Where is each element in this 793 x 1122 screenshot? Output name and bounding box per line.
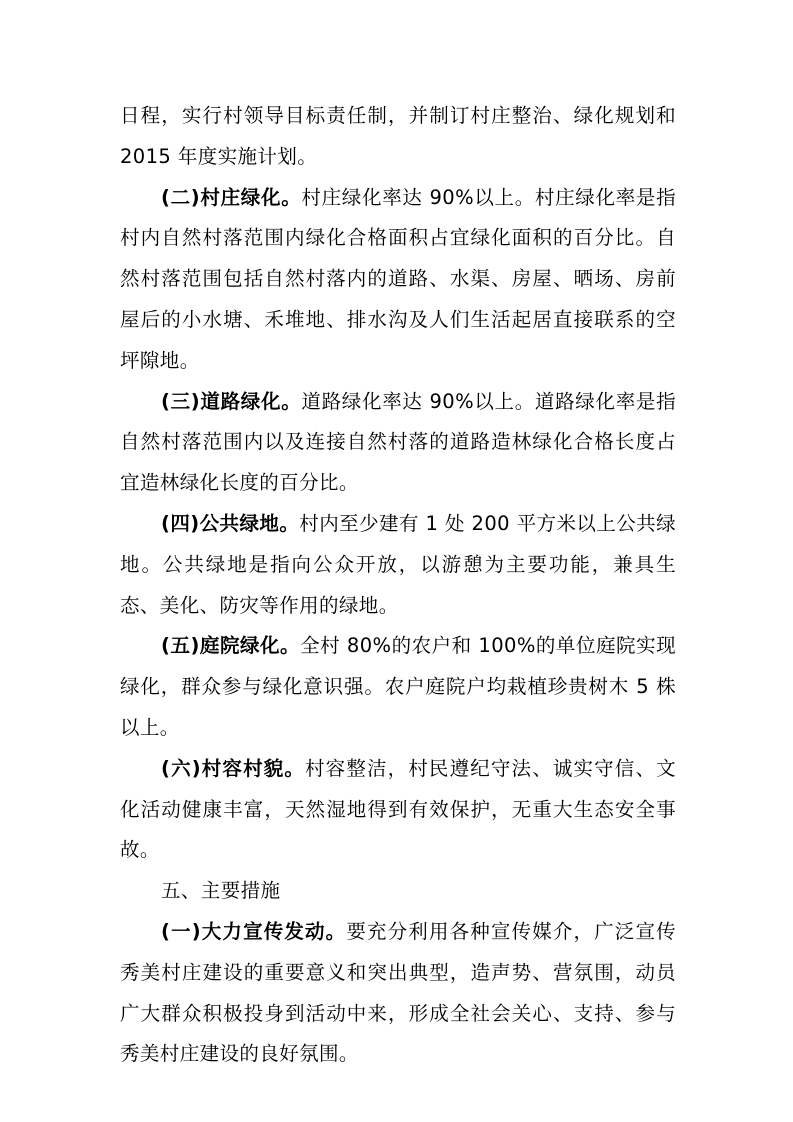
- paragraph-text: 村容整洁，村民遵纪守法、诚实守信、文化活动健康丰富，天然湿地得到有效保护，无重大生态安全事故。: [120, 756, 676, 862]
- paragraph-heading: (五)庭院绿化。: [161, 634, 301, 658]
- section-heading-main-measures: [120, 871, 676, 912]
- paragraph-heading: (四)公共绿地。: [161, 511, 300, 535]
- paragraph-publicity: [120, 912, 676, 1075]
- paragraph-text: 村内至少建有 1 处 200 平方米以上公共绿地。公共绿地是指向公众开放，以游憩为主要功能，兼具生态、美化、防灾等作用的绿地。: [120, 511, 677, 617]
- paragraph-text: 村庄绿化率达 90%以上。村庄绿化率是指村内自然村落范围内绿化合格面积占宜绿化面积的百分比。自然村落范围包括自然村落内的道路、水渠、房屋、晒场、房前屋后的小水塘、禾堆地、排水沟及人们生活起居直接联系的空坪隙地。: [120, 185, 676, 372]
- paragraph-continuation: [120, 96, 676, 178]
- body-text: [120, 96, 676, 1075]
- section-heading-text: 五、主要措施: [161, 879, 281, 903]
- paragraph-public-green-space: [120, 504, 676, 626]
- paragraph-text: 全村 80%的农户和 100%的单位庭院实现绿化，群众参与绿化意识强。农户庭院户均栽植珍贵树木 5 株以上。: [120, 634, 676, 739]
- paragraph-text: 要充分利用各种宣传媒介，广泛宣传秀美村庄建设的重要意义和突出典型，造声势、营氛围，动员广大群众积极投身到活动中来，形成全社会关心、支持、参与秀美村庄建设的良好氛围。: [120, 919, 677, 1066]
- paragraph-heading: (三)道路绿化。: [161, 389, 302, 413]
- paragraph-village-greening: [120, 178, 676, 382]
- paragraph-text: 日程，实行村领导目标责任制，并制订村庄整治、绿化规划和 2015 年度实施计划。: [120, 104, 676, 168]
- paragraph-courtyard-greening: [120, 626, 676, 748]
- paragraph-heading: (一)大力宣传发动。: [161, 919, 347, 943]
- paragraph-text: 道路绿化率达 90%以上。道路绿化率是指自然村落范围内以及连接自然村落的道路造林绿化合格长度占宜造林绿化长度的百分比。: [120, 389, 676, 495]
- paragraph-road-greening: [120, 382, 676, 504]
- paragraph-heading: (六)村容村貌。: [161, 756, 306, 780]
- paragraph-heading: (二)村庄绿化。: [161, 185, 302, 209]
- paragraph-village-appearance: [120, 749, 676, 871]
